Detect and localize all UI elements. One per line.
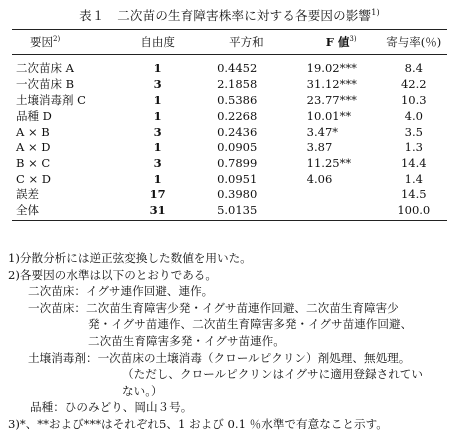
cell-contribution: 100.0: [381, 202, 447, 221]
cell-contribution: 8.4: [404, 61, 423, 75]
cell-contribution: 1.4: [404, 171, 423, 186]
cell-contribution: 14.4: [400, 155, 427, 170]
cell-f: 19.02***: [306, 61, 357, 75]
table-row: [12, 202, 447, 221]
cell-ss: 0.2268: [217, 109, 258, 123]
cell-f: [302, 202, 381, 221]
cell-ss: 0.0951: [217, 171, 258, 186]
cell-ss: 2.1858: [217, 77, 258, 91]
table-title: [0, 6, 459, 24]
table-header-row: [12, 30, 447, 55]
table-row: [12, 155, 447, 171]
footnote-2-secondary-bed: 二次苗床：イグサ連作回避、連作。: [28, 284, 214, 299]
footnotes: [8, 250, 454, 433]
header-ss: 平方和: [191, 30, 302, 55]
table-title-text: 表１ 二次苗の生育障害株率に対する各要因の影響: [79, 8, 372, 23]
cell-contribution: 42.2: [400, 77, 427, 91]
footnote-2-primary-bed-line2: 発・イグサ苗連作、二次苗生育障害多発・イグサ苗連作回避、: [88, 317, 413, 332]
table-row: [12, 92, 447, 108]
cell-ss: 0.2436: [217, 124, 258, 139]
cell-factor: A × B: [16, 124, 50, 139]
footnote-2-primary-bed-line3: 二次苗生育障害多発・イグサ苗連作。: [88, 333, 285, 348]
cell-ss: 0.5386: [217, 93, 258, 107]
header-df: 自由度: [124, 30, 191, 55]
footnote-2-disinfectant-line3: ない。）: [122, 383, 163, 398]
cell-df: 1: [153, 93, 162, 107]
cell-f: 4.06: [306, 171, 333, 186]
header-contribution: 寄与率(％): [381, 30, 447, 55]
cell-contribution: 3.5: [404, 124, 423, 139]
cell-contribution: 4.0: [404, 109, 423, 123]
header-f-footnote-mark: 3): [349, 35, 357, 44]
footnote-2-disinfectant-line1: 土壌消毒剤：一次苗床の土壌消毒（クロールピクリン）剤処理、無処理。: [28, 350, 411, 365]
cell-contribution: 1.3: [404, 140, 423, 155]
header-factor: 要因$^{2)}$: [12, 30, 124, 55]
cell-factor: A × D: [16, 140, 51, 155]
cell-df: 1: [153, 61, 162, 75]
footnote-1: 1)分散分析には逆正弦変換した数値を用いた。: [8, 251, 252, 265]
footnote-2-primary-bed-line1: 一次苗床：二次苗生育障害少発・イグサ苗連作回避、二次苗生育障害少: [28, 300, 399, 315]
cell-factor: 全体: [12, 202, 124, 221]
cell-df: 1: [153, 140, 162, 155]
cell-ss: 0.4452: [217, 61, 258, 75]
cell-factor: 二次苗床 A: [16, 61, 74, 75]
cell-ss: 0.7899: [217, 155, 258, 170]
cell-f: 10.01**: [306, 109, 352, 123]
cell-df: 31: [124, 202, 191, 221]
cell-factor: 一次苗床 B: [16, 77, 75, 91]
cell-factor: B × C: [16, 155, 51, 170]
table-title-footnote-mark: 1): [371, 7, 380, 17]
cell-df: 3: [153, 124, 162, 139]
table-row: [12, 140, 447, 156]
cell-factor: 誤差: [16, 187, 39, 202]
cell-factor: C × D: [16, 171, 51, 186]
cell-factor: 土壌消毒剤 C: [16, 93, 86, 107]
anova-table: [12, 29, 447, 221]
footnote-3: 3)*、**および***はそれぞれ5、1 および 0.1 ％水準で有意なこと示す。: [8, 416, 388, 431]
cell-df: 3: [153, 155, 162, 170]
cell-df: 3: [153, 77, 162, 91]
cell-ss: 0.0905: [217, 140, 258, 155]
cell-ss: 5.0135: [191, 202, 302, 221]
table-row: [12, 171, 447, 187]
cell-ss: 0.3980: [217, 187, 258, 202]
footnote-2-variety: 品種：ひのみどり、岡山３号。: [30, 400, 193, 415]
cell-f: 23.77***: [306, 93, 357, 107]
header-f: F 値$^{3)}$: [302, 30, 381, 55]
cell-f: 11.25**: [306, 155, 352, 170]
cell-f: 3.47*: [306, 124, 339, 139]
table-row: [12, 76, 447, 92]
cell-f: 3.87: [306, 140, 333, 155]
footnote-2-disinfectant-line2: （ただし、クロールピクリンはイグサに適用登録されてい: [122, 367, 423, 382]
table-row: [12, 186, 447, 202]
table-row: [12, 55, 447, 77]
cell-f: 31.12***: [306, 77, 357, 91]
cell-contribution: 14.5: [400, 187, 427, 202]
header-factor-footnote-mark: 2): [53, 35, 61, 44]
cell-df: 1: [153, 109, 162, 123]
cell-f: [302, 186, 381, 202]
table-row: [12, 124, 447, 140]
footnote-2: 2)各要因の水準は以下のとおりである。: [8, 267, 217, 282]
cell-df: 17: [149, 187, 166, 202]
cell-df: 1: [153, 171, 162, 186]
table-row: [12, 108, 447, 124]
cell-contribution: 10.3: [400, 93, 427, 107]
cell-factor: 品種 D: [16, 109, 52, 123]
